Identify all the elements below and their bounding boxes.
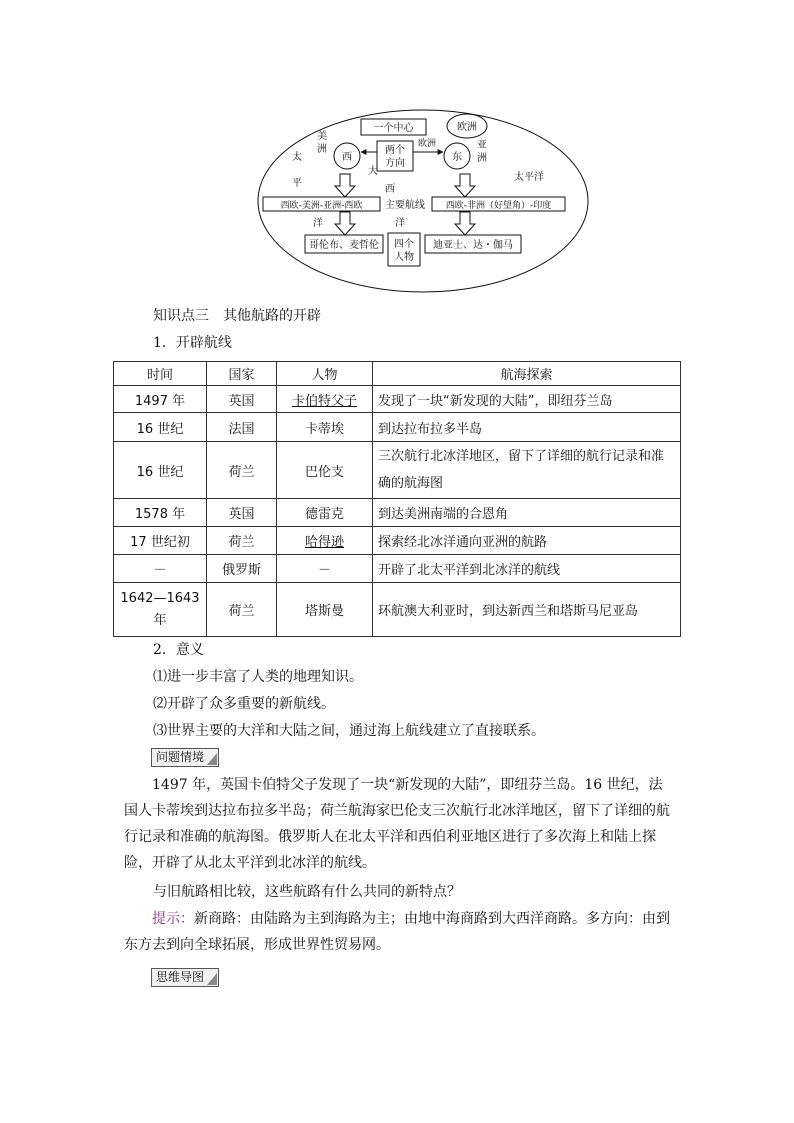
mind-map-tag: 思维导图 [151,968,219,987]
two-directions-line2: 方向 [385,158,405,169]
meaning-item: ⑶世界主要的大洋和大陆之间，通过海上航线建立了直接联系。 [153,723,545,739]
cell-explore: 三次航行北冰洋地区，留下了详细的航行记录和准确的航海图 [373,442,681,499]
table-row [114,413,681,442]
asia-1: 亚 [477,140,487,151]
cell-country: 荷兰 [207,442,277,499]
hint-text: 新商路：由陆路为主到海路为主；由地中海商路到大西洋商路。多方向：由到东方去到向全球拓展，形成世界性贸易网。 [124,911,670,953]
main-routes-text: 主要航线 [385,200,425,211]
europe-label: 欧洲 [457,122,477,133]
table-row [114,386,681,413]
down-arrow-west-1 [335,174,355,197]
cell-time: 1497 年 [114,386,207,413]
table-row [114,499,681,527]
cell-explore: 环航澳大利亚时，到达新西兰和塔斯马尼亚岛 [373,583,681,637]
meaning-item: ⑵开辟了众多重要的新航线。 [153,696,335,712]
people-east-text: 迪亚士、达・伽马 [433,240,513,251]
routes-diagram [255,108,591,294]
table-row [114,442,681,499]
cell-explore: 探索经北冰洋通向亚洲的航路 [373,527,681,555]
asia-2: 洲 [477,153,487,164]
cell-explore: 开辟了北太平洋到北冰洋的航线 [373,555,681,583]
voyages-table [113,361,681,637]
route-west-text: 西欧-美洲-亚洲-西欧 [280,201,363,211]
table-row [114,555,681,583]
cell-person: 塔斯曼 [277,583,373,637]
cell-country: 俄罗斯 [207,555,277,583]
question-text: 与旧航路相比较，这些航路有什么共同的新特点？ [153,884,461,900]
pacific-left-2: 平 [292,178,302,189]
header-explore: 航海探索 [373,362,681,386]
cell-country: 荷兰 [207,583,277,637]
down-arrow-east-2 [455,212,475,235]
atlantic-1: 大 [368,166,378,177]
subheading-routes: 1．开辟航线 [153,335,232,351]
cell-country: 法国 [207,413,277,442]
table-row [114,583,681,637]
asia-europe-top: 欧洲 [418,139,437,149]
cell-explore: 到达拉布拉多半岛 [373,413,681,442]
header-time: 时间 [114,362,207,386]
cell-time: 17 世纪初 [114,527,207,555]
problem-context-tag: 问题情境 [151,748,219,767]
cell-time: 16 世纪 [114,413,207,442]
cell-time: 1642—1643 年 [114,583,207,637]
cell-time: － [114,555,207,583]
people-west-text: 哥伦布、麦哲伦 [309,240,379,251]
east-label: 东 [452,152,462,163]
four-people-line2: 人物 [394,252,414,263]
atlantic-2: 西 [385,184,395,195]
two-directions-line1: 两个 [385,145,405,156]
person-name: 卡伯特父子 [291,393,357,409]
cell-person: 卡蒂埃 [277,413,373,442]
scenario-paragraph: 1497 年，英国卡伯特父子发现了一块“新发现的大陆”，即纽芬兰岛。16 世纪，法国人卡蒂埃到达拉布拉多半岛；荷兰航海家巴伦支三次航行北冰洋地区，留下了详细的航行记录和准确的航海图。俄罗斯人在北太平洋和西伯利亚地区进行了多次海上和陆上探险，开辟了从北太平洋到北冰洋的航线。 [124,777,670,871]
route-east-text: 西欧-非洲（好望角）-印度 [445,201,552,211]
cell-explore: 发现了一块“新发现的大陆”，即纽芬兰岛 [373,386,681,413]
header-country: 国家 [207,362,277,386]
cell-person: 巴伦支 [277,442,373,499]
down-arrow-west-2 [335,212,355,235]
section-title: 知识点三 其他航路的开辟 [153,308,321,324]
down-arrow-east-1 [455,174,475,197]
table-header-row [114,362,681,386]
cell-time: 16 世纪 [114,442,207,499]
cell-person [277,527,373,555]
americas-2: 洲 [317,144,327,155]
pacific-left-1: 太 [292,152,302,163]
table-row [114,527,681,555]
cell-country: 英国 [207,386,277,413]
cell-country: 荷兰 [207,527,277,555]
four-people-line1: 四个 [394,239,414,250]
meaning-item: ⑴进一步丰富了人类的地理知识。 [153,669,363,685]
person-name: 哈得逊 [304,535,344,550]
cell-country: 英国 [207,499,277,527]
subheading-meaning: 2．意义 [153,642,204,658]
cell-person: 德雷克 [277,499,373,527]
americas-1: 美 [317,131,327,142]
atlantic-3: 洋 [395,218,405,229]
pacific-left-3: 洋 [313,218,323,229]
west-label: 西 [342,152,352,163]
cell-explore: 到达美洲南端的合恩角 [373,499,681,527]
cell-person: － [277,555,373,583]
pacific-right: 太平洋 [514,172,544,183]
hint-paragraph [124,906,672,958]
center-box-label: 一个中心 [373,123,414,134]
cell-person [277,386,373,413]
hint-label: 提示： [152,911,194,927]
cell-time: 1578 年 [114,499,207,527]
header-person: 人物 [277,362,373,386]
